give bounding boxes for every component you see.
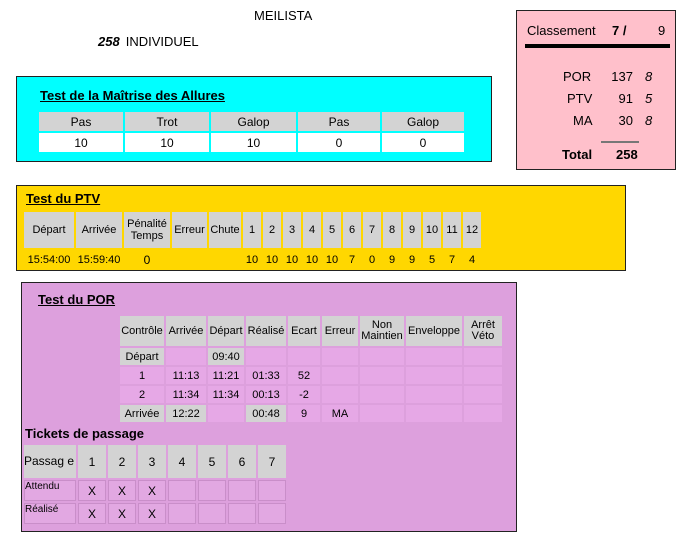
ptv-panel xyxy=(16,185,626,271)
por-cell xyxy=(166,348,206,365)
tickets-cell xyxy=(258,480,286,501)
classement-row-label: POR xyxy=(563,69,592,84)
ptv-header-cell: 6 xyxy=(343,212,361,248)
tickets-column-header: 1 xyxy=(78,445,106,478)
por-cell xyxy=(360,367,404,384)
por-cell: Départ xyxy=(120,348,164,365)
ptv-value-cell: 5 xyxy=(428,254,436,266)
por-cell xyxy=(322,348,358,365)
classement-rank: 7 / xyxy=(612,23,627,38)
ptv-value-cell: 10 xyxy=(285,254,299,266)
por-cell: Arrivée xyxy=(120,405,164,422)
por-header-cell: Contrôle xyxy=(120,316,164,346)
classement-divider xyxy=(525,44,670,48)
ptv-header-cell: 7 xyxy=(363,212,381,248)
tickets-table xyxy=(22,443,288,526)
allures-panel xyxy=(16,76,492,162)
por-cell: 1 xyxy=(120,367,164,384)
tickets-column-header: 5 xyxy=(198,445,226,478)
ptv-header-cell: Départ xyxy=(24,212,74,248)
classement-total xyxy=(527,147,667,163)
tickets-cell: X xyxy=(78,503,106,524)
por-cell: 11:34 xyxy=(208,386,244,403)
ptv-value-cell: 9 xyxy=(388,254,396,266)
ptv-header-cell: 5 xyxy=(323,212,341,248)
allures-header-cell: Galop xyxy=(382,112,464,131)
tickets-cell xyxy=(228,480,256,501)
classement-row-rank: 5 xyxy=(645,91,653,106)
tickets-cell: X xyxy=(138,480,166,501)
ptv-value-cell: 0 xyxy=(143,253,151,267)
tickets-row-realise xyxy=(24,503,286,524)
tickets-column-header: 3 xyxy=(138,445,166,478)
por-header-cell: Enveloppe xyxy=(406,316,462,346)
tickets-cell: X xyxy=(78,480,106,501)
ptv-header-cell: Pénalité Temps xyxy=(124,212,170,248)
ptv-header-cell: 4 xyxy=(303,212,321,248)
por-cell xyxy=(288,348,320,365)
classement-row-points: 30 xyxy=(618,113,633,128)
allures-header-cell: Trot xyxy=(125,112,209,131)
tickets-row-label: Réalisé xyxy=(24,503,76,524)
por-cell: 11:34 xyxy=(166,386,206,403)
por-cell: 11:21 xyxy=(208,367,244,384)
por-header-cell: Arrêt Véto xyxy=(464,316,502,346)
allures-value-cell: 0 xyxy=(298,133,380,152)
classement-row-ma xyxy=(527,113,667,129)
ptv-value-cell: 10 xyxy=(305,254,319,266)
por-cell: 00:13 xyxy=(246,386,286,403)
ptv-header-cell: 8 xyxy=(383,212,401,248)
por-cell: MA xyxy=(322,405,358,422)
por-header-cell: Réalisé xyxy=(246,316,286,346)
allures-table xyxy=(37,110,466,154)
classement-panel xyxy=(516,10,676,170)
tickets-cell: X xyxy=(138,503,166,524)
por-cell xyxy=(464,386,502,403)
classement-label: Classement xyxy=(527,23,596,38)
por-cell: -2 xyxy=(288,386,320,403)
ptv-header-cell: 2 xyxy=(263,212,281,248)
ptv-header-cell: Arrivée xyxy=(76,212,122,248)
tickets-column-header: 6 xyxy=(228,445,256,478)
total-points: 258 xyxy=(616,147,638,162)
ptv-value-cell: 7 xyxy=(348,254,356,266)
ptv-value-cell: 4 xyxy=(468,254,476,266)
tickets-cell xyxy=(168,503,196,524)
ptv-header-cell: 12 xyxy=(463,212,481,248)
por-cell xyxy=(322,367,358,384)
por-cell xyxy=(406,386,462,403)
tickets-cell: X xyxy=(108,480,136,501)
por-cell: 00:48 xyxy=(246,405,286,422)
ptv-value-cell xyxy=(172,250,207,270)
por-row xyxy=(120,367,502,384)
por-row xyxy=(120,405,502,422)
por-title: Test du POR xyxy=(38,292,116,307)
tickets-cell xyxy=(168,480,196,501)
por-cell xyxy=(406,348,462,365)
por-cell xyxy=(322,386,358,403)
classement-row-rank: 8 xyxy=(645,69,653,84)
tickets-row-label: Attendu xyxy=(24,480,76,501)
classement-row-label: PTV xyxy=(567,91,593,106)
ptv-title: Test du PTV xyxy=(26,191,101,206)
tickets-row-attendu xyxy=(24,480,286,501)
allures-title: Test de la Maîtrise des Allures xyxy=(40,88,225,103)
ptv-header-cell: 1 xyxy=(243,212,261,248)
ptv-value-cell: 15:59:40 xyxy=(77,254,121,266)
por-header-cell: Ecart xyxy=(288,316,320,346)
rider-name: MEILISTA xyxy=(254,8,313,23)
ptv-header-cell: 11 xyxy=(443,212,461,248)
por-panel xyxy=(21,282,517,532)
ptv-value-cell: 10 xyxy=(245,254,259,266)
por-cell xyxy=(406,405,462,422)
por-cell xyxy=(246,348,286,365)
classement-row-por xyxy=(527,69,667,85)
por-cell: 52 xyxy=(288,367,320,384)
allures-header-cell: Pas xyxy=(39,112,123,131)
allures-value-cell: 10 xyxy=(39,133,123,152)
ptv-header-cell: Erreur xyxy=(172,212,207,248)
ptv-value-cell: 10 xyxy=(325,254,339,266)
ptv-header-cell: Chute xyxy=(209,212,241,248)
por-cell xyxy=(208,405,244,422)
tickets-title: Tickets de passage xyxy=(25,426,144,441)
allures-header-cell: Galop xyxy=(211,112,296,131)
por-cell xyxy=(360,386,404,403)
tickets-cell xyxy=(228,503,256,524)
tickets-cell xyxy=(198,503,226,524)
rider-number-line xyxy=(98,34,199,49)
allures-value-cell: 0 xyxy=(382,133,464,152)
classement-row-ptv xyxy=(527,91,667,107)
ptv-header-cell: 10 xyxy=(423,212,441,248)
total-line xyxy=(601,141,639,143)
classement-row-points: 91 xyxy=(618,91,633,106)
total-label: Total xyxy=(562,147,593,162)
tickets-cell: X xyxy=(108,503,136,524)
allures-value-cell: 10 xyxy=(125,133,209,152)
rider-number: 258 xyxy=(98,34,120,49)
por-cell: 11:13 xyxy=(166,367,206,384)
ptv-value-cell: 10 xyxy=(265,254,279,266)
por-control-table xyxy=(118,314,504,424)
rider-category: INDIVIDUEL xyxy=(125,34,199,49)
por-row xyxy=(120,348,502,365)
por-cell xyxy=(464,367,502,384)
ptv-table xyxy=(22,210,483,272)
tickets-column-header: 4 xyxy=(168,445,196,478)
classement-total-riders: 9 xyxy=(658,23,666,38)
por-cell xyxy=(464,405,502,422)
ptv-value-cell: 15:54:00 xyxy=(27,254,71,266)
classement-row-points: 137 xyxy=(611,69,633,84)
por-header-cell: Arrivée xyxy=(166,316,206,346)
por-cell xyxy=(464,348,502,365)
por-header-cell: Départ xyxy=(208,316,244,346)
ptv-header-cell: 3 xyxy=(283,212,301,248)
por-row xyxy=(120,386,502,403)
por-header-cell: Non Maintien xyxy=(360,316,404,346)
por-cell xyxy=(360,348,404,365)
por-cell: 01:33 xyxy=(246,367,286,384)
tickets-cell xyxy=(258,503,286,524)
por-cell: 2 xyxy=(120,386,164,403)
ptv-header-cell: 9 xyxy=(403,212,421,248)
tickets-column-header: 7 xyxy=(258,445,286,478)
tickets-header-label: Passag e xyxy=(24,445,76,478)
por-cell: 9 xyxy=(288,405,320,422)
por-cell xyxy=(360,405,404,422)
ptv-value-cell xyxy=(209,250,241,270)
tickets-cell xyxy=(198,480,226,501)
tickets-column-header: 2 xyxy=(108,445,136,478)
classement-row-rank: 8 xyxy=(645,113,653,128)
por-cell: 09:40 xyxy=(208,348,244,365)
por-cell: 12:22 xyxy=(166,405,206,422)
ptv-value-cell: 0 xyxy=(368,254,376,266)
ptv-value-cell: 9 xyxy=(408,254,416,266)
allures-header-cell: Pas xyxy=(298,112,380,131)
por-cell xyxy=(406,367,462,384)
classement-row-label: MA xyxy=(573,113,593,128)
allures-value-cell: 10 xyxy=(211,133,296,152)
por-header-cell: Erreur xyxy=(322,316,358,346)
ptv-value-cell: 7 xyxy=(448,254,456,266)
